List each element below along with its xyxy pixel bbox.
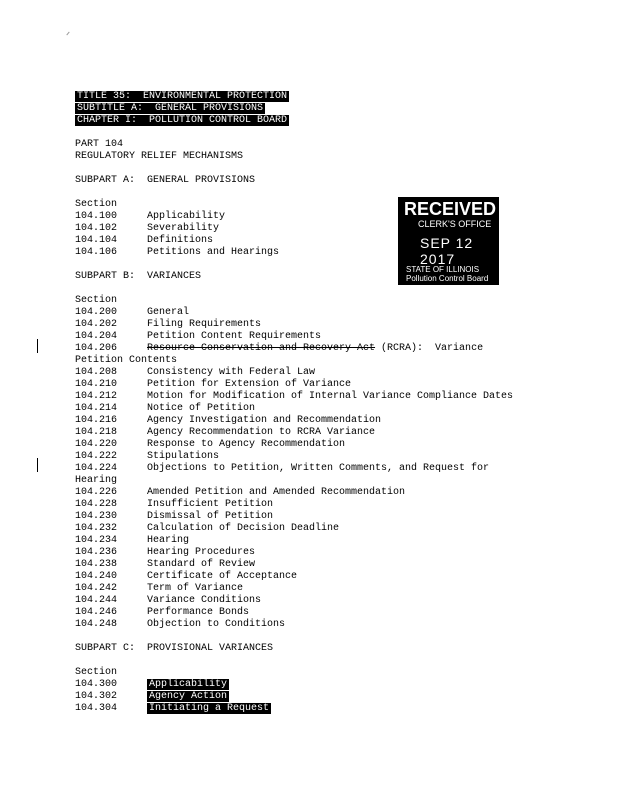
section-title: Initiating a Request	[149, 703, 270, 714]
section-title: Applicability	[149, 679, 228, 690]
section-number: 104.234	[75, 535, 118, 546]
section-number: 104.212	[75, 391, 118, 402]
section-title: Stipulations	[147, 451, 220, 462]
subpart-c-heading: SUBPART C: PROVISIONAL VARIANCES	[75, 643, 274, 654]
section-title: Severability	[147, 223, 220, 234]
section-title: Response to Agency Recommendation	[147, 439, 346, 450]
section-number: 104.222	[75, 451, 118, 462]
section-number: 104.224	[75, 463, 118, 474]
section-title: Hearing Procedures	[147, 547, 256, 558]
section-number: 104.106	[75, 247, 118, 258]
subpart-b-heading: SUBPART B: VARIANCES	[75, 271, 202, 282]
section-title: Agency Investigation and Recommendation	[147, 415, 382, 426]
section-title: Notice of Petition	[147, 403, 256, 414]
section-number: 104.238	[75, 559, 118, 570]
section-title: Hearing	[147, 535, 190, 546]
title-line: TITLE 35: ENVIRONMENTAL PROTECTION	[77, 91, 288, 102]
section-number: 104.220	[75, 439, 118, 450]
section-label-a: Section	[75, 199, 118, 210]
part-name: REGULATORY RELIEF MECHANISMS	[75, 151, 244, 162]
stamp-date: SEP 12 2017	[420, 235, 474, 267]
section-number: 104.104	[75, 235, 118, 246]
section-number: 104.226	[75, 487, 118, 498]
section-number: 104.302	[75, 691, 118, 702]
section-title-continuation: Petition Contents	[75, 355, 178, 366]
received-stamp	[398, 197, 499, 285]
section-number: 104.218	[75, 427, 118, 438]
section-title: Insufficient Petition	[147, 499, 274, 510]
section-number: 104.248	[75, 619, 118, 630]
subpart-a-heading: SUBPART A: GENERAL PROVISIONS	[75, 175, 256, 186]
section-title: Term of Variance	[147, 583, 244, 594]
section-title: Objections to Petition, Written Comments, and Request for	[147, 463, 490, 474]
section-number: 104.232	[75, 523, 118, 534]
section-number: 104.208	[75, 367, 118, 378]
section-number: 104.240	[75, 571, 118, 582]
section-number: 104.206	[75, 343, 118, 354]
section-label-c: Section	[75, 667, 118, 678]
section-number: 104.242	[75, 583, 118, 594]
section-title: Amended Petition and Amended Recommendation	[147, 487, 406, 498]
stamp-office: CLERK'S OFFICE	[418, 219, 492, 229]
section-title: Variance Conditions	[147, 595, 262, 606]
section-title: Petitions and Hearings	[147, 247, 280, 258]
section-title: Petition Content Requirements	[147, 331, 322, 342]
section-title: Resource Conservation and Recovery Act (RCRA): Variance	[147, 343, 484, 354]
section-title: Applicability	[147, 211, 226, 222]
section-number: 104.236	[75, 547, 118, 558]
section-title: Dismissal of Petition	[147, 511, 274, 522]
part-number: PART 104	[75, 139, 124, 150]
section-number: 104.102	[75, 223, 118, 234]
section-title: Agency Action	[149, 691, 228, 702]
subtitle-line: SUBTITLE A: GENERAL PROVISIONS	[77, 103, 264, 114]
section-number: 104.214	[75, 403, 118, 414]
stamp-received: RECEIVED	[404, 199, 497, 219]
scan-mark	[66, 32, 69, 36]
chapter-line: CHAPTER I: POLLUTION CONTROL BOARD	[77, 115, 288, 126]
stamp-state: STATE OF ILLINOIS Pollution Control Board	[406, 265, 489, 283]
section-title: Agency Recommendation to RCRA Variance	[147, 427, 376, 438]
section-title: Performance Bonds	[147, 607, 250, 618]
section-title: Definitions	[147, 235, 214, 246]
section-number: 104.300	[75, 679, 118, 690]
section-number: 104.200	[75, 307, 118, 318]
section-number: 104.244	[75, 595, 118, 606]
section-title-continuation: Hearing	[75, 475, 118, 486]
section-number: 104.216	[75, 415, 118, 426]
section-title: Objection to Conditions	[147, 619, 286, 630]
section-title: Standard of Review	[147, 559, 256, 570]
section-number: 104.100	[75, 211, 118, 222]
revision-bar	[37, 458, 38, 472]
section-number: 104.228	[75, 499, 118, 510]
section-title: Motion for Modification of Internal Variance Compliance Dates	[147, 391, 514, 402]
section-label-b: Section	[75, 295, 118, 306]
section-title: Filing Requirements	[147, 319, 262, 330]
section-number: 104.230	[75, 511, 118, 522]
section-title: Petition for Extension of Variance	[147, 379, 352, 390]
section-number: 104.304	[75, 703, 118, 714]
section-number: 104.204	[75, 331, 118, 342]
section-title: Certificate of Acceptance	[147, 571, 298, 582]
section-number: 104.210	[75, 379, 118, 390]
section-number: 104.246	[75, 607, 118, 618]
section-title: Calculation of Decision Deadline	[147, 523, 340, 534]
section-title: Consistency with Federal Law	[147, 367, 316, 378]
section-title: General	[147, 307, 190, 318]
section-number: 104.202	[75, 319, 118, 330]
revision-bar	[37, 339, 38, 353]
